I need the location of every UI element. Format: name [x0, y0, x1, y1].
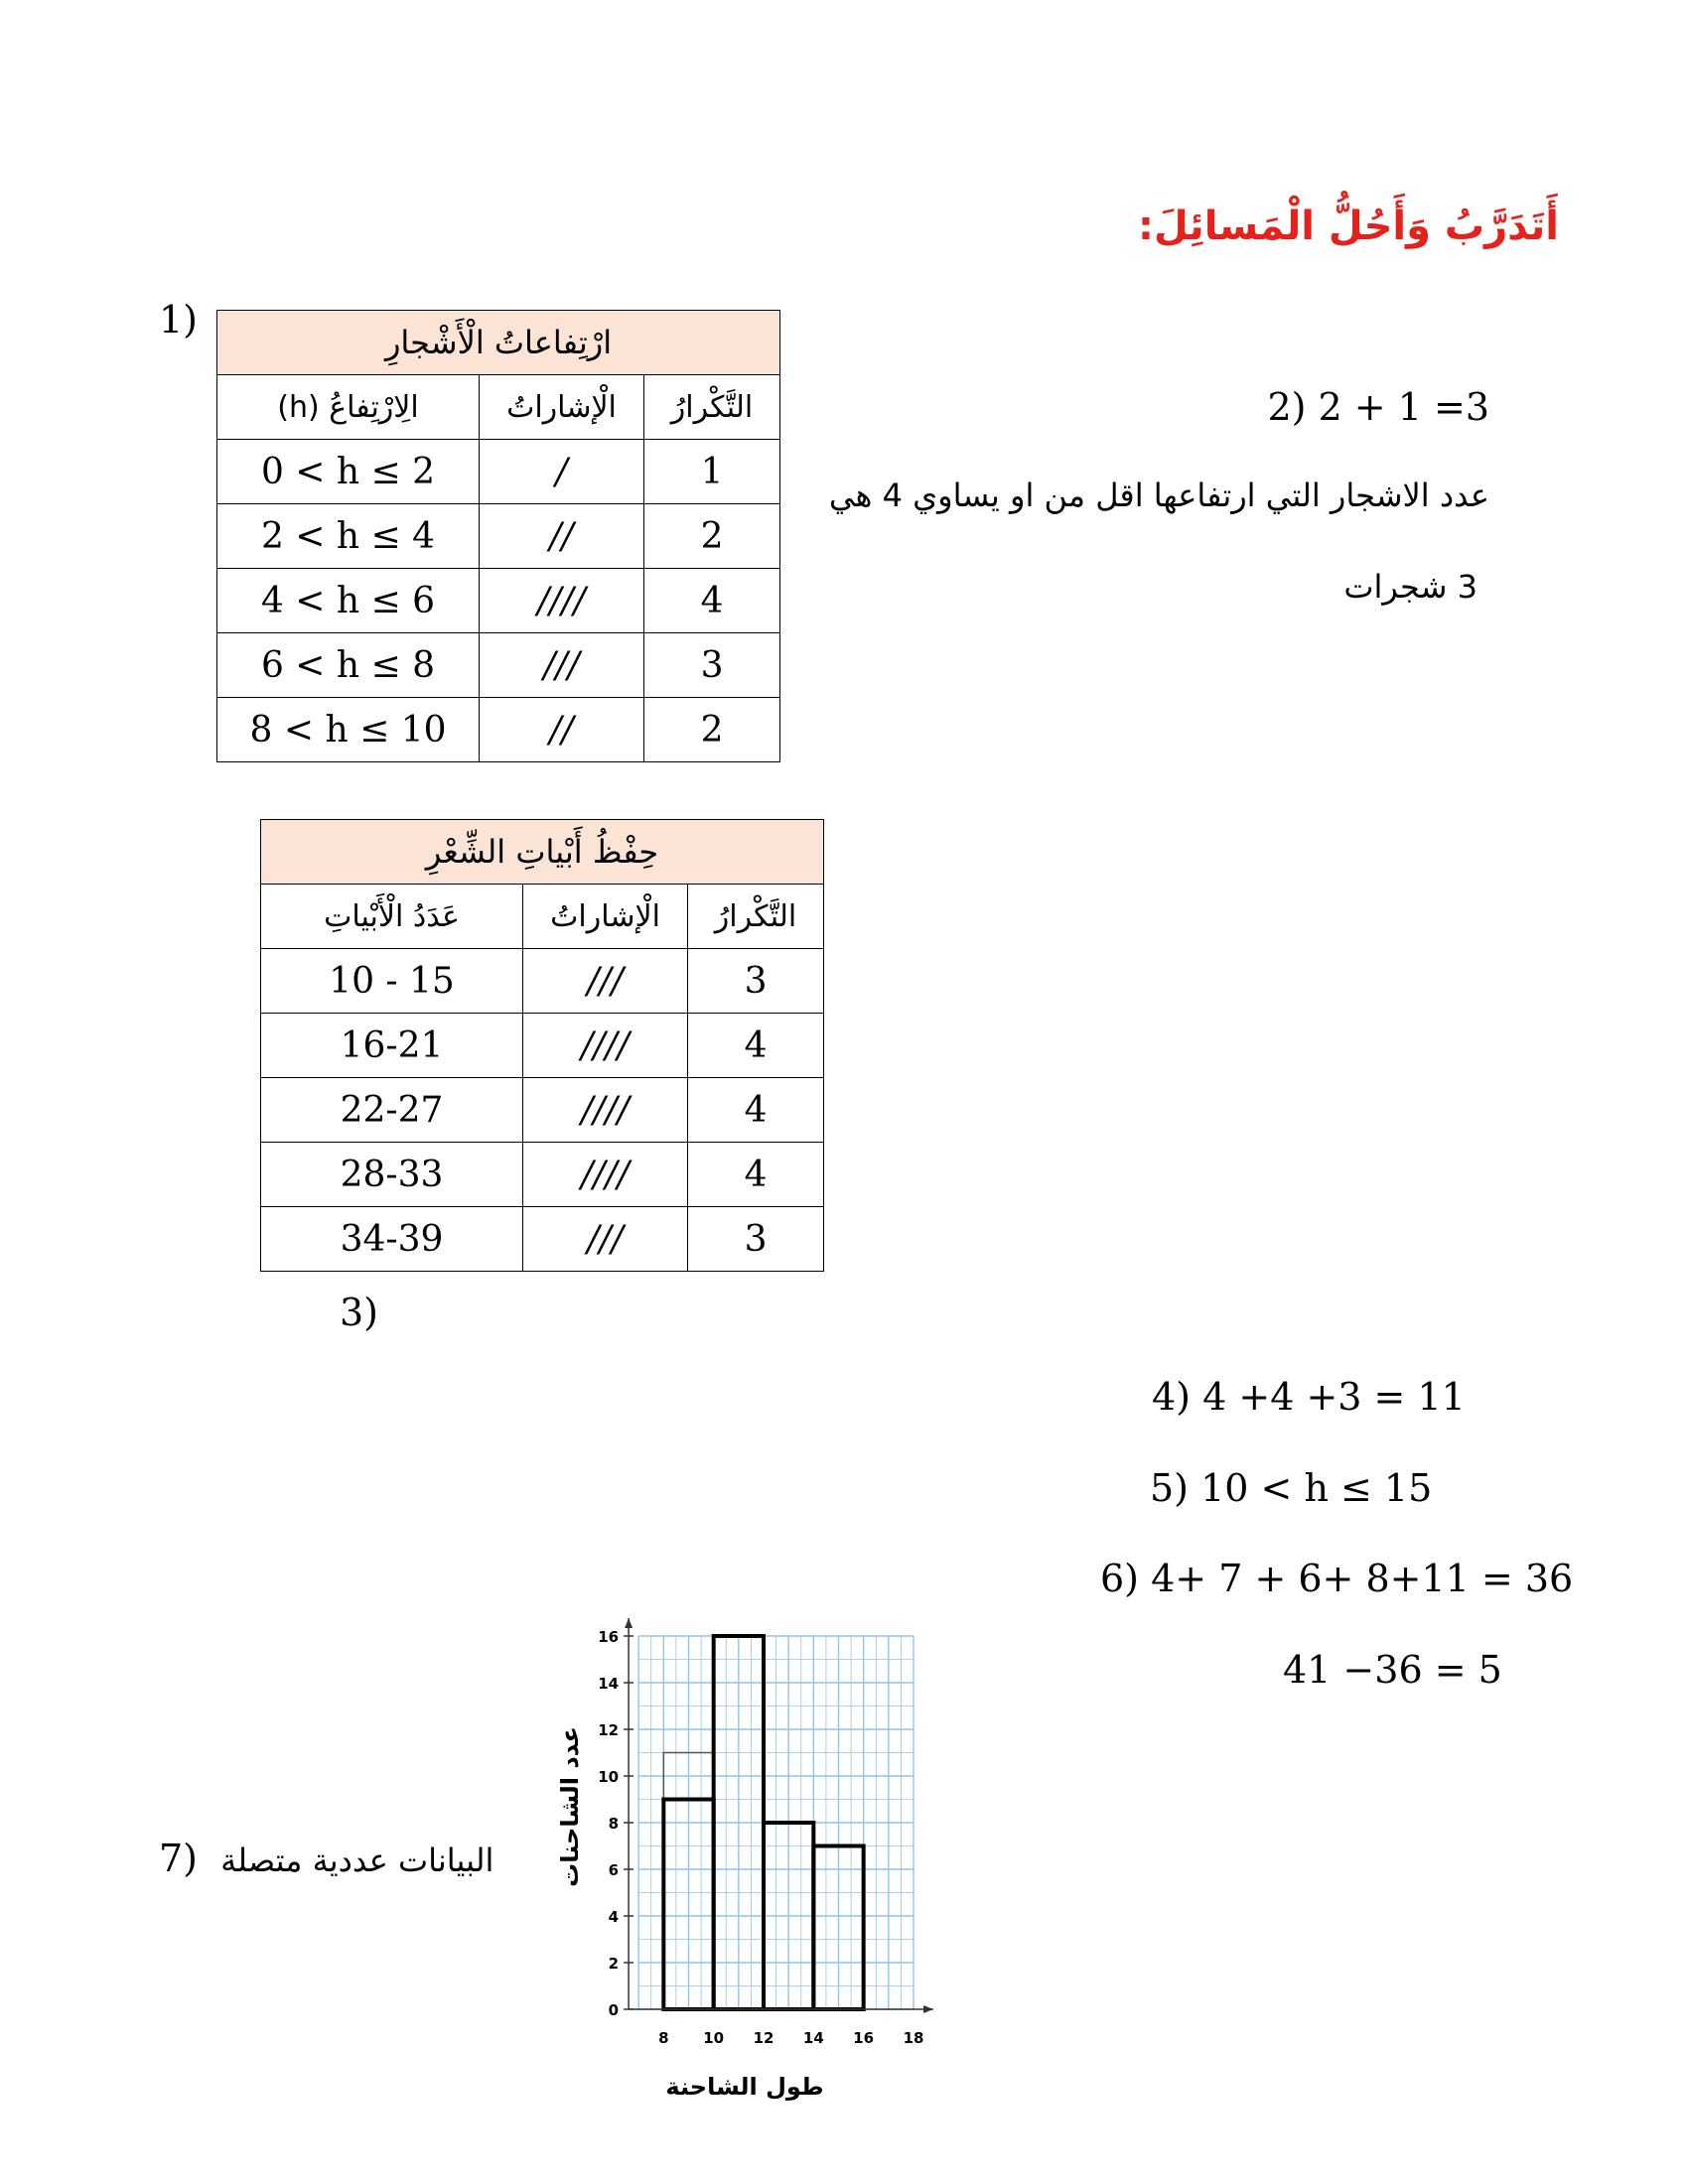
y-tick-label: 10 [598, 1768, 620, 1786]
tally-cell: // [480, 504, 644, 569]
frequency-cell: 3 [688, 949, 824, 1014]
x-tick-label: 16 [853, 2029, 875, 2047]
question-5-number: 5) [1150, 1466, 1190, 1510]
x-tick-label: 10 [703, 2029, 725, 2047]
y-tick-label: 6 [608, 1861, 620, 1879]
column-header-frequency: التَّكْرارُ [644, 375, 780, 440]
question-4 [1152, 1375, 1466, 1419]
frequency-cell: 4 [688, 1143, 824, 1207]
x-tick-label: 18 [903, 2029, 924, 2047]
x-axis-label: طول الشاحنة [665, 2073, 824, 2101]
y-tick-label: 12 [598, 1721, 620, 1739]
y-axis-arrow-icon [625, 1618, 633, 1628]
question-2-expression: 2 + 1 =3 [1318, 385, 1489, 429]
range-cell: 2 < h ≤ 4 [217, 504, 480, 569]
tally-cell: // [480, 698, 644, 762]
range-cell: 34-39 [261, 1207, 523, 1272]
table-row [261, 1078, 824, 1143]
frequency-cell: 4 [644, 569, 780, 633]
frequency-cell: 4 [688, 1078, 824, 1143]
range-cell: 6 < h ≤ 8 [217, 633, 480, 698]
table-row [217, 569, 780, 633]
question-7-answer: البيانات عددية متصلة [220, 1842, 494, 1879]
tree-heights-table [216, 310, 780, 762]
question-2-answer-line-2: 3 شجرات [1343, 568, 1477, 606]
question-6-result: 41 −36 = 5 [1283, 1648, 1502, 1692]
column-header-frequency: التَّكْرارُ [688, 885, 824, 949]
question-5 [1150, 1466, 1432, 1510]
x-tick-label: 8 [658, 2029, 669, 2047]
range-cell: 0 < h ≤ 2 [217, 440, 480, 504]
frequency-cell: 3 [688, 1207, 824, 1272]
table-row [261, 1207, 824, 1272]
tally-cell: /// [523, 1207, 688, 1272]
question-2-answer-line-1: عدد الاشجار التي ارتفاعها اقل من او يساوي 4 هي [828, 477, 1489, 514]
question-2-number: 2) [1267, 385, 1307, 429]
question-6-number: 6) [1100, 1557, 1140, 1600]
table-row [261, 949, 824, 1014]
x-axis-arrow-icon [923, 2005, 933, 2013]
table-row [217, 698, 780, 762]
question-1-number: 1) [159, 298, 199, 341]
y-tick-label: 4 [608, 1908, 620, 1926]
question-3-number: 3) [340, 1291, 379, 1334]
truck-length-histogram [556, 1608, 953, 2105]
tally-cell: //// [480, 569, 644, 633]
range-cell: 4 < h ≤ 6 [217, 569, 480, 633]
tally-cell: //// [523, 1143, 688, 1207]
tally-cell: /// [523, 949, 688, 1014]
y-tick-label: 2 [608, 1955, 620, 1973]
frequency-cell: 2 [644, 504, 780, 569]
range-cell: 16-21 [261, 1014, 523, 1078]
range-cell: 10 - 15 [261, 949, 523, 1014]
range-cell: 22-27 [261, 1078, 523, 1143]
frequency-cell: 3 [644, 633, 780, 698]
poem-verses-table [260, 819, 824, 1272]
question-7-number: 7) [159, 1837, 199, 1880]
y-axis-label: عدد الشاحنات [556, 1726, 584, 1887]
question-4-expression: 4 +4 +3 = 11 [1202, 1375, 1466, 1419]
question-2 [1267, 385, 1489, 429]
question-4-number: 4) [1152, 1375, 1192, 1419]
table-row [261, 1014, 824, 1078]
table-row [217, 504, 780, 569]
tally-cell: /// [480, 633, 644, 698]
column-header-height: الِارْتِفاعُ (h) [217, 375, 480, 440]
table-row [217, 440, 780, 504]
y-tick-label: 8 [608, 1815, 620, 1833]
column-header-tally: الْإشاراتُ [480, 375, 644, 440]
range-cell: 28-33 [261, 1143, 523, 1207]
column-header-verses: عَدَدُ الْأَبْياتِ [261, 885, 523, 949]
frequency-cell: 1 [644, 440, 780, 504]
table-title: ارْتِفاعاتُ الْأَشْجارِ [217, 311, 780, 375]
tally-cell: //// [523, 1014, 688, 1078]
question-6 [1100, 1557, 1573, 1600]
frequency-cell: 2 [644, 698, 780, 762]
table-title: حِفْظُ أَبْياتِ الشِّعْرِ [261, 820, 824, 885]
frequency-cell: 4 [688, 1014, 824, 1078]
x-tick-label: 14 [802, 2029, 824, 2047]
column-header-tally: الْإشاراتُ [523, 885, 688, 949]
question-5-expression: 10 < h ≤ 15 [1200, 1466, 1433, 1510]
table-row [217, 633, 780, 698]
table-row [261, 1143, 824, 1207]
y-tick-label: 0 [608, 2001, 620, 2019]
y-tick-label: 14 [598, 1675, 620, 1693]
question-6-expression: 4+ 7 + 6+ 8+11 = 36 [1151, 1557, 1574, 1600]
question-7 [159, 1837, 493, 1880]
tally-cell: //// [523, 1078, 688, 1143]
y-tick-label: 16 [598, 1628, 620, 1646]
tally-cell: / [480, 440, 644, 504]
page-heading: أَتَدَرَّبُ وَأَحُلُّ الْمَسائِلَ: [1137, 204, 1559, 249]
range-cell: 8 < h ≤ 10 [217, 698, 480, 762]
x-tick-label: 12 [753, 2029, 774, 2047]
